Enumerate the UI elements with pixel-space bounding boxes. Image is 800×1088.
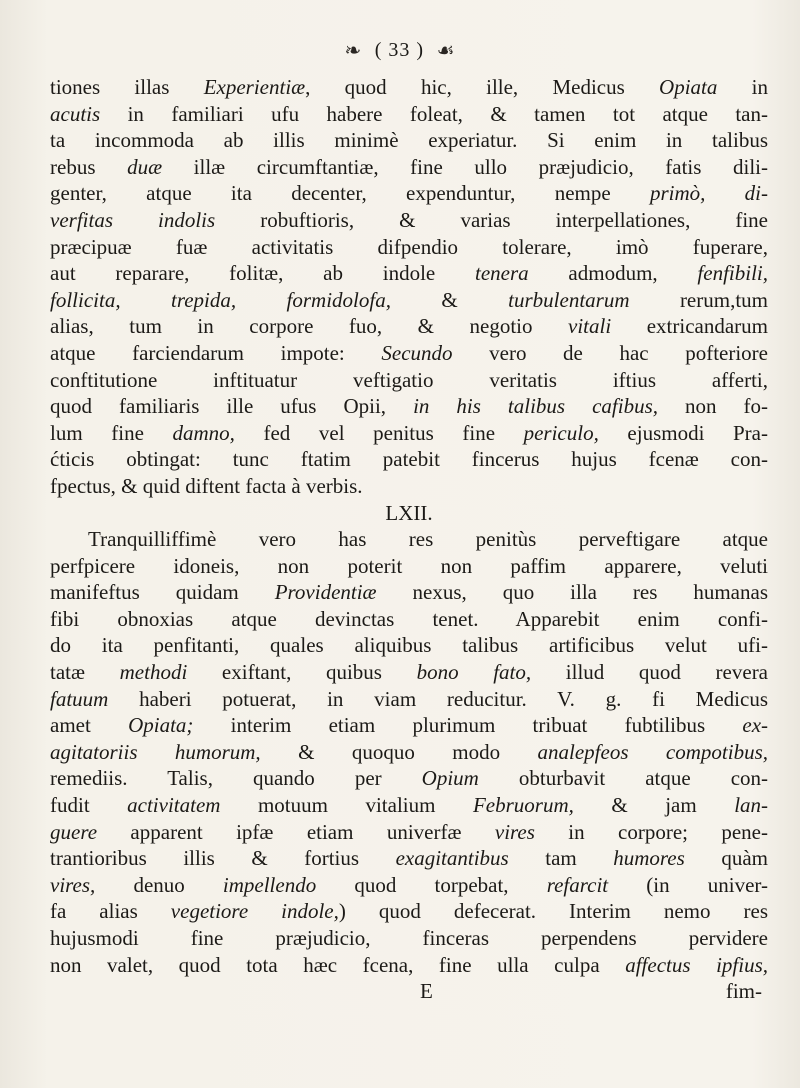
italic-text: periculo, (523, 420, 599, 445)
italic-text: bono fato, (416, 660, 532, 685)
text-span: exiftant, quibus (187, 660, 417, 685)
text-span: motuum vitalium (220, 793, 473, 818)
text-span: hujusmodi fine præjudicio, finceras perpendens pervidere (50, 926, 768, 950)
page-footer (50, 978, 768, 1005)
text-span: quod torpebat, (316, 872, 547, 897)
text-line (50, 686, 768, 713)
italic-text: exagitantibus (395, 846, 509, 871)
text-line (50, 367, 768, 394)
text-span: non valet, quod tota hæc fcena, fine ulla culpa (50, 952, 626, 977)
text-line (50, 925, 768, 952)
text-span: (in univer- (608, 872, 768, 897)
text-line (50, 180, 768, 207)
page-number: ( 33 ) (374, 39, 425, 62)
text-span: in (717, 75, 768, 99)
text-line (50, 234, 768, 261)
text-span: amet (50, 713, 129, 738)
italic-text: Opiata; (128, 713, 194, 738)
text-span: do ita penfitanti, quales aliquibus talibus artificibus velut ufi- (50, 633, 768, 658)
text-line (50, 74, 768, 101)
body-text (50, 74, 768, 1005)
text-line (50, 952, 768, 979)
text-span: trantioribus illis & fortius (50, 846, 396, 871)
text-span: fa alias (50, 899, 171, 924)
text-line (50, 792, 768, 819)
text-span: extricandarum (611, 314, 768, 339)
italic-text: in his talibus cafibus, (413, 394, 658, 419)
floral-ornament-icon: ☙ (436, 40, 456, 63)
text-span: aut reparare, folitæ, ab indole (50, 261, 476, 286)
text-line (50, 287, 768, 314)
italic-text: Experientiæ (203, 75, 306, 99)
text-span: & jam (573, 793, 735, 818)
text-span: lum fine (50, 420, 173, 445)
italic-text: duæ (127, 154, 163, 179)
text-span: ta incommoda ab illis minimè experiatur. Si enim in talibus (50, 128, 768, 153)
text-line (50, 632, 768, 659)
text-span: & (390, 287, 509, 312)
text-span: apparent ipfæ etiam univerfæ (97, 819, 495, 844)
text-line (50, 207, 768, 234)
text-line (50, 898, 768, 925)
text-line (50, 579, 768, 606)
floral-ornament-icon: ❧ (344, 40, 363, 63)
text-line (50, 872, 768, 899)
italic-text: turbulentarum (508, 287, 630, 312)
text-span: fpectus, & quid diftent facta à verbis. (50, 473, 363, 498)
text-span: in corpore; pene- (534, 819, 768, 844)
text-line (50, 819, 768, 846)
text-line (50, 446, 768, 473)
text-line (50, 659, 768, 686)
text-line (50, 154, 768, 181)
italic-text: tenera (475, 261, 529, 286)
text-line (50, 606, 768, 633)
text-line (50, 845, 768, 872)
text-span: , quod hic, ille, Medicus (305, 75, 660, 99)
text-span: denuo (95, 872, 223, 897)
text-line (50, 393, 768, 420)
italic-text: analepfeos compotibus, (537, 739, 768, 764)
italic-text: fenfibili, (697, 261, 768, 286)
text-span: fudit (50, 793, 128, 818)
text-span: LXII. (385, 500, 433, 525)
text-line (50, 739, 768, 766)
text-line (50, 765, 768, 792)
text-span: fibi obnoxias atque devinctas tenet. Apparebit enim confi- (50, 606, 768, 631)
text-span: præcipuæ fuæ activitatis difpendio tolerare, imò fuperare, (50, 234, 768, 259)
page-header (0, 36, 800, 63)
text-span: quàm (684, 846, 768, 871)
text-line (50, 420, 768, 447)
italic-text: Opium (421, 766, 479, 791)
text-span: tatæ (50, 660, 120, 685)
text-line (50, 340, 768, 367)
italic-text: activitatem (127, 793, 221, 818)
italic-text: Opiata (659, 75, 718, 99)
italic-text: fatuum (50, 686, 109, 711)
text-span: fed vel penitus fine (234, 420, 524, 445)
italic-text: affectus ipfius, (625, 952, 768, 977)
italic-text: impellendo (222, 872, 317, 897)
italic-text: methodi (119, 660, 188, 685)
signature-mark: E (420, 979, 433, 1004)
italic-text: Providentiæ (274, 580, 377, 605)
italic-text: Februorum, (472, 793, 574, 818)
text-line (50, 313, 768, 340)
text-span: Tranquilliffimè vero has res penitùs perveftigare atque (88, 527, 768, 552)
italic-text: guere (50, 819, 98, 844)
text-span: remediis. Talis, quando per (50, 766, 422, 791)
text-span: robuftioris, & varias interpellationes, fine (215, 207, 768, 232)
text-line (50, 127, 768, 154)
italic-text: agitatoriis humorum, (50, 739, 261, 764)
italic-text: ex- (742, 713, 768, 738)
text-span: vero de hac pofteriore (452, 340, 768, 365)
section-heading (50, 500, 768, 527)
text-span: atque farciendarum impote: (50, 340, 382, 365)
italic-text: vires (494, 819, 535, 844)
text-span: obturbavit atque con- (478, 766, 768, 791)
italic-text: refarcit (546, 872, 609, 897)
text-span: illud quod revera (531, 660, 768, 685)
italic-text: acutis (50, 101, 101, 126)
italic-text: humores (613, 846, 685, 871)
text-span: genter, atque ita decenter, expenduntur, nempe (50, 181, 650, 206)
text-span: tam (508, 846, 614, 871)
text-span: rerum,tum (629, 287, 768, 312)
text-line (50, 712, 768, 739)
text-span: manifeftus quidam (50, 580, 275, 605)
italic-text: primò, di- (649, 181, 768, 206)
text-span: non fo- (658, 394, 768, 419)
text-span: tiones illas (50, 75, 204, 99)
text-span: ejusmodi Pra- (598, 420, 768, 445)
text-span: illæ circumftantiæ, fine ullo præjudicio, fatis dili- (162, 154, 768, 179)
italic-text: lan- (734, 793, 768, 818)
text-span: in familiari ufu habere foleat, & tamen tot atque tan- (100, 101, 768, 126)
italic-text: Secundo (381, 340, 453, 365)
italic-text: vegetiore indole, (170, 899, 339, 924)
text-span: haberi potuerat, in viam reducitur. V. g. fi Medicus (108, 686, 768, 711)
text-span: alias, tum in corpore fuo, & negotio (50, 314, 569, 339)
italic-text: vitali (568, 314, 612, 339)
italic-text: follicita, trepida, formidolofa, (50, 287, 391, 312)
text-span: & quoquo modo (260, 739, 538, 764)
text-span: rebus (50, 154, 128, 179)
text-line (50, 260, 768, 287)
text-span: admodum, (528, 261, 698, 286)
text-line (50, 526, 768, 553)
text-span: quod familiaris ille ufus Opii, (50, 394, 414, 419)
text-line (50, 553, 768, 580)
text-line (50, 101, 768, 128)
text-span: ) quod defecerat. Interim nemo res (338, 899, 768, 924)
text-span: conftitutione inftituatur veftigatio veritatis iftius afferti, (50, 367, 768, 392)
italic-text: damno, (172, 420, 235, 445)
text-span: interim etiam plurimum tribuat fubtilibus (193, 713, 743, 738)
text-span: perfpicere idoneis, non poterit non paffim apparere, veluti (50, 553, 768, 578)
italic-text: verfitas indolis (50, 207, 216, 232)
text-span: nexus, quo illa res humanas (376, 580, 768, 605)
catchword: fim- (725, 979, 762, 1004)
italic-text: vires, (50, 872, 96, 897)
text-span: ćticis obtingat: tunc ftatim patebit fincerus hujus fcenæ con- (50, 447, 768, 472)
text-line (50, 473, 768, 500)
